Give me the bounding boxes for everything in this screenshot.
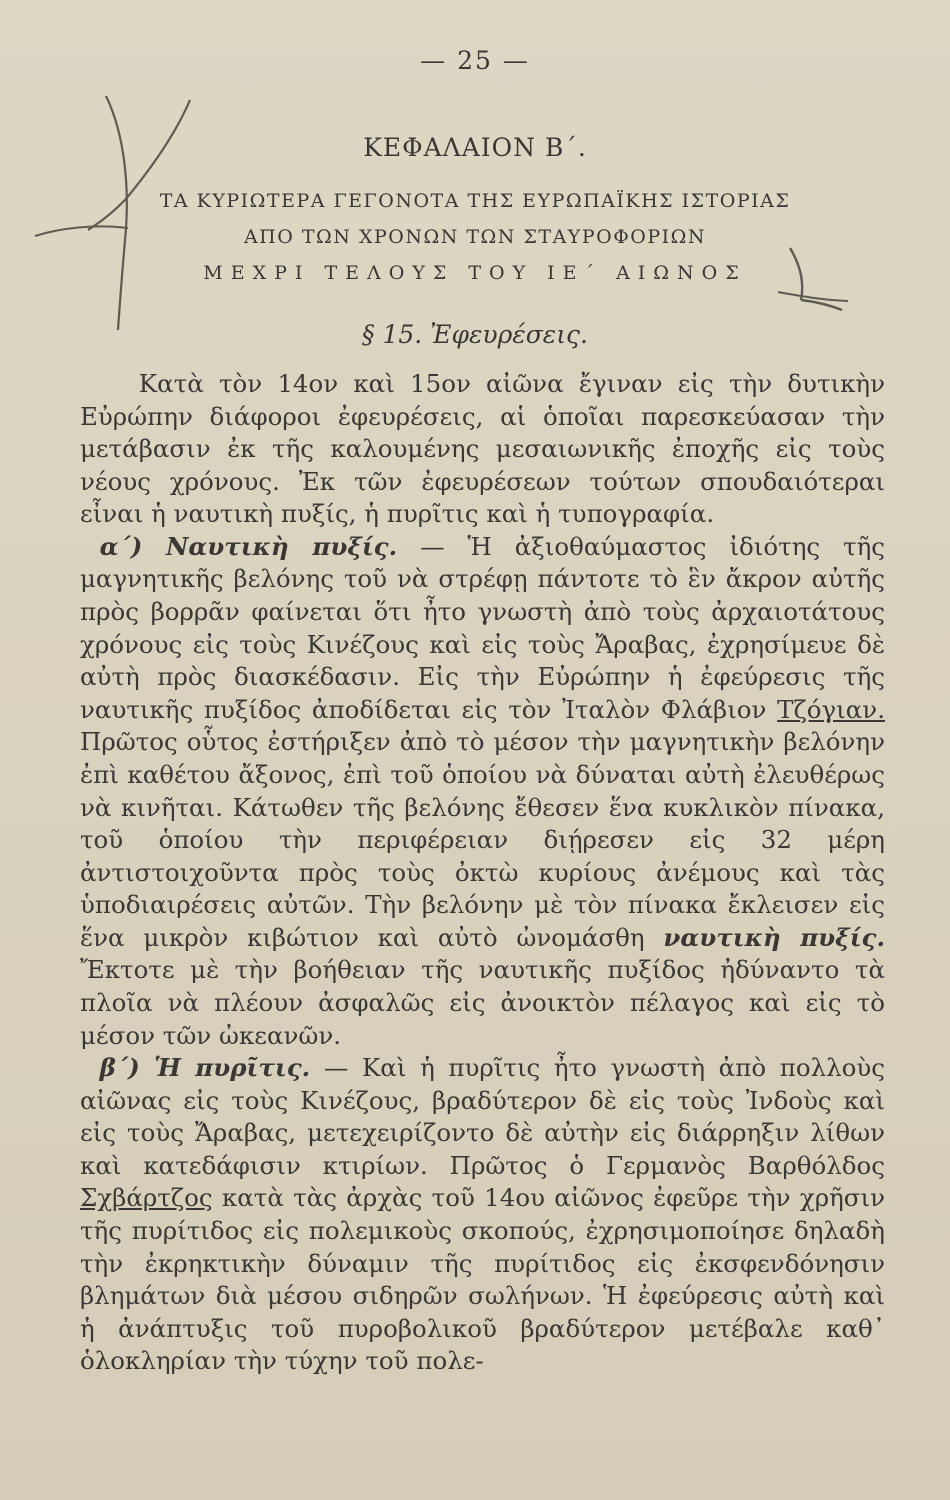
intro-paragraph: Κατὰ τὸν 14ον καὶ 15ον αἰῶνα ἔγιναν εἰς τὴν δυτικὴν Εὐρώπην διάφοροι ἐφευρέσεις, αἱ ὁποῖαι παρεσκεύασαν τὴν μετάβασιν ἐκ τῆς καλουμένης μεσαιωνικῆς ἐποχῆς εἰς τοὺς νέους χρόνους. Ἐκ τῶν ἐφευρέσεων τούτων σπουδαιότεραι εἶναι ἡ ναυτικὴ πυξίς, ἡ πυρῖτις καὶ ἡ τυπογραφία.: [80, 369, 885, 529]
gunpowder-text-1: — Καὶ ἡ πυρῖτις ἦτο γνωστὴ ἀπὸ πολλοὺς αἰῶνας εἰς τοὺς Κινέζους, βραδύτερον δὲ εἰς τοὺς Ἰνδοὺς καὶ εἰς τοὺς Ἄραβας, μετεχειρίζοντο δὲ αὐτὴν εἰς διάρρηξιν λίθων καὶ κατεδάφισιν κτιρίων. Πρῶτος ὁ Γερμανὸς Βαρθόλδος: [80, 1053, 885, 1180]
compass-paragraph: [80, 531, 885, 1052]
body-text: [80, 368, 885, 1378]
compass-text-1: — Ἡ ἀξιοθαύμαστος ἰδιότης τῆς μαγνητικῆς βελόνης τοῦ νὰ στρέφῃ πάντοτε τὸ ἓν ἄκρον αὐτῆς πρὸς βορρᾶν φαίνεται ὅτι ἦτο γνωστὴ ἀπὸ τοὺς ἀρχαιοτάτους χρόνους εἰς τοὺς Κινέζους καὶ εἰς τοὺς Ἄραβας, ἐχρησίμευε δὲ αὐτὴ πρὸς διασκέδασιν. Εἰς τὴν Εὐρώπην ἡ ἐφεύρεσις τῆς ναυτικῆς πυξίδος ἀποδίδεται εἰς τὸν Ἰταλὸν Φλάβιον: [80, 531, 886, 724]
section-heading: § 15. Ἐφευρέσεις.: [362, 320, 588, 349]
gunpowder-inventor-name: Σχβάρτζος: [80, 1183, 213, 1213]
compass-label: α΄) Ναυτικὴ πυξίς.: [99, 531, 398, 561]
chapter-title: ΚΕΦΑΛΑΙΟΝ Β΄.: [363, 133, 587, 162]
gunpowder-label: β΄) Ἡ πυρῖτις.: [99, 1053, 311, 1083]
heading-line-3: ΜΕΧΡΙ ΤΕΛΟΥΣ ΤΟΥ ΙΕ΄ ΑΙΩΝΟΣ: [203, 262, 747, 284]
heading-line-2: ΑΠΟ ΤΩΝ ΧΡΟΝΩΝ ΤΩΝ ΣΤΑΥΡΟΦΟΡΙΩΝ: [243, 226, 707, 248]
heading-line-1: ΤΑ ΚΥΡΙΩΤΕΡΑ ΓΕΓΟΝΟΤΑ ΤΗΣ ΕΥΡΩΠΑΪΚΗΣ ΙΣΤΟΡΙΑΣ: [159, 190, 791, 212]
compass-term: ναυτικὴ πυξίς.: [663, 922, 885, 952]
gunpowder-paragraph: [80, 1052, 885, 1378]
gunpowder-text-2: κατὰ τὰς ἀρχὰς τοῦ 14ου αἰῶνος ἐφεῦρε τὴν χρῆσιν τῆς πυρίτιδος εἰς πολεμικοὺς σκοπούς, ἐχρησιμοποίησε δηλαδὴ τὴν ἐκρηκτικὴν δύναμιν τῆς πυρίτιδος εἰς ἐκσφενδόνησιν βλημάτων διὰ μέσου σιδηρῶν σωλήνων. Ἡ ἐφεύρεσις αὐτὴ καὶ ἡ ἀνάπτυξις τοῦ πυροβολικοῦ βραδύτερον μετέβαλε καθ᾽ ὁλοκληρίαν τὴν τύχην τοῦ πολε-: [80, 1183, 885, 1376]
compass-text-3: Ἔκτοτε μὲ τὴν βοήθειαν τῆς ναυτικῆς πυξίδος ἠδύναντο τὰ πλοῖα νὰ πλέουν ἀσφαλῶς εἰς ἀνοικτὸν πέλαγος καὶ εἰς τὸ μέσον τῶν ὠκεανῶν.: [80, 955, 885, 1050]
compass-inventor-name: Τζόγιαν.: [777, 694, 885, 724]
page-number: — 25 —: [420, 46, 530, 75]
compass-text-2: Πρῶτος οὗτος ἐστήριξεν ἀπὸ τὸ μέσον τὴν μαγνητικὴν βελόνην ἐπὶ καθέτου ἄξονος, ἐπὶ τοῦ ὁποίου νὰ δύναται αὐτὴ ἐλευθέρως νὰ κινῆται. Κάτωθεν τῆς βελόνης ἔθεσεν ἕνα κυκλικὸν πίνακα, τοῦ ὁποίου τὴν περιφέρειαν διῄρεσεν εἰς 32 μέρη ἀντιστοιχοῦντα πρὸς τοὺς ὀκτὼ κυρίους ἀνέμους καὶ τὰς ὑποδιαιρέσεις αὐτῶν. Τὴν βελόνην μὲ τὸν πίνακα ἔκλεισεν εἰς ἕνα μικρὸν κιβώτιον καὶ αὐτὸ ὠνομάσθη: [80, 727, 885, 952]
